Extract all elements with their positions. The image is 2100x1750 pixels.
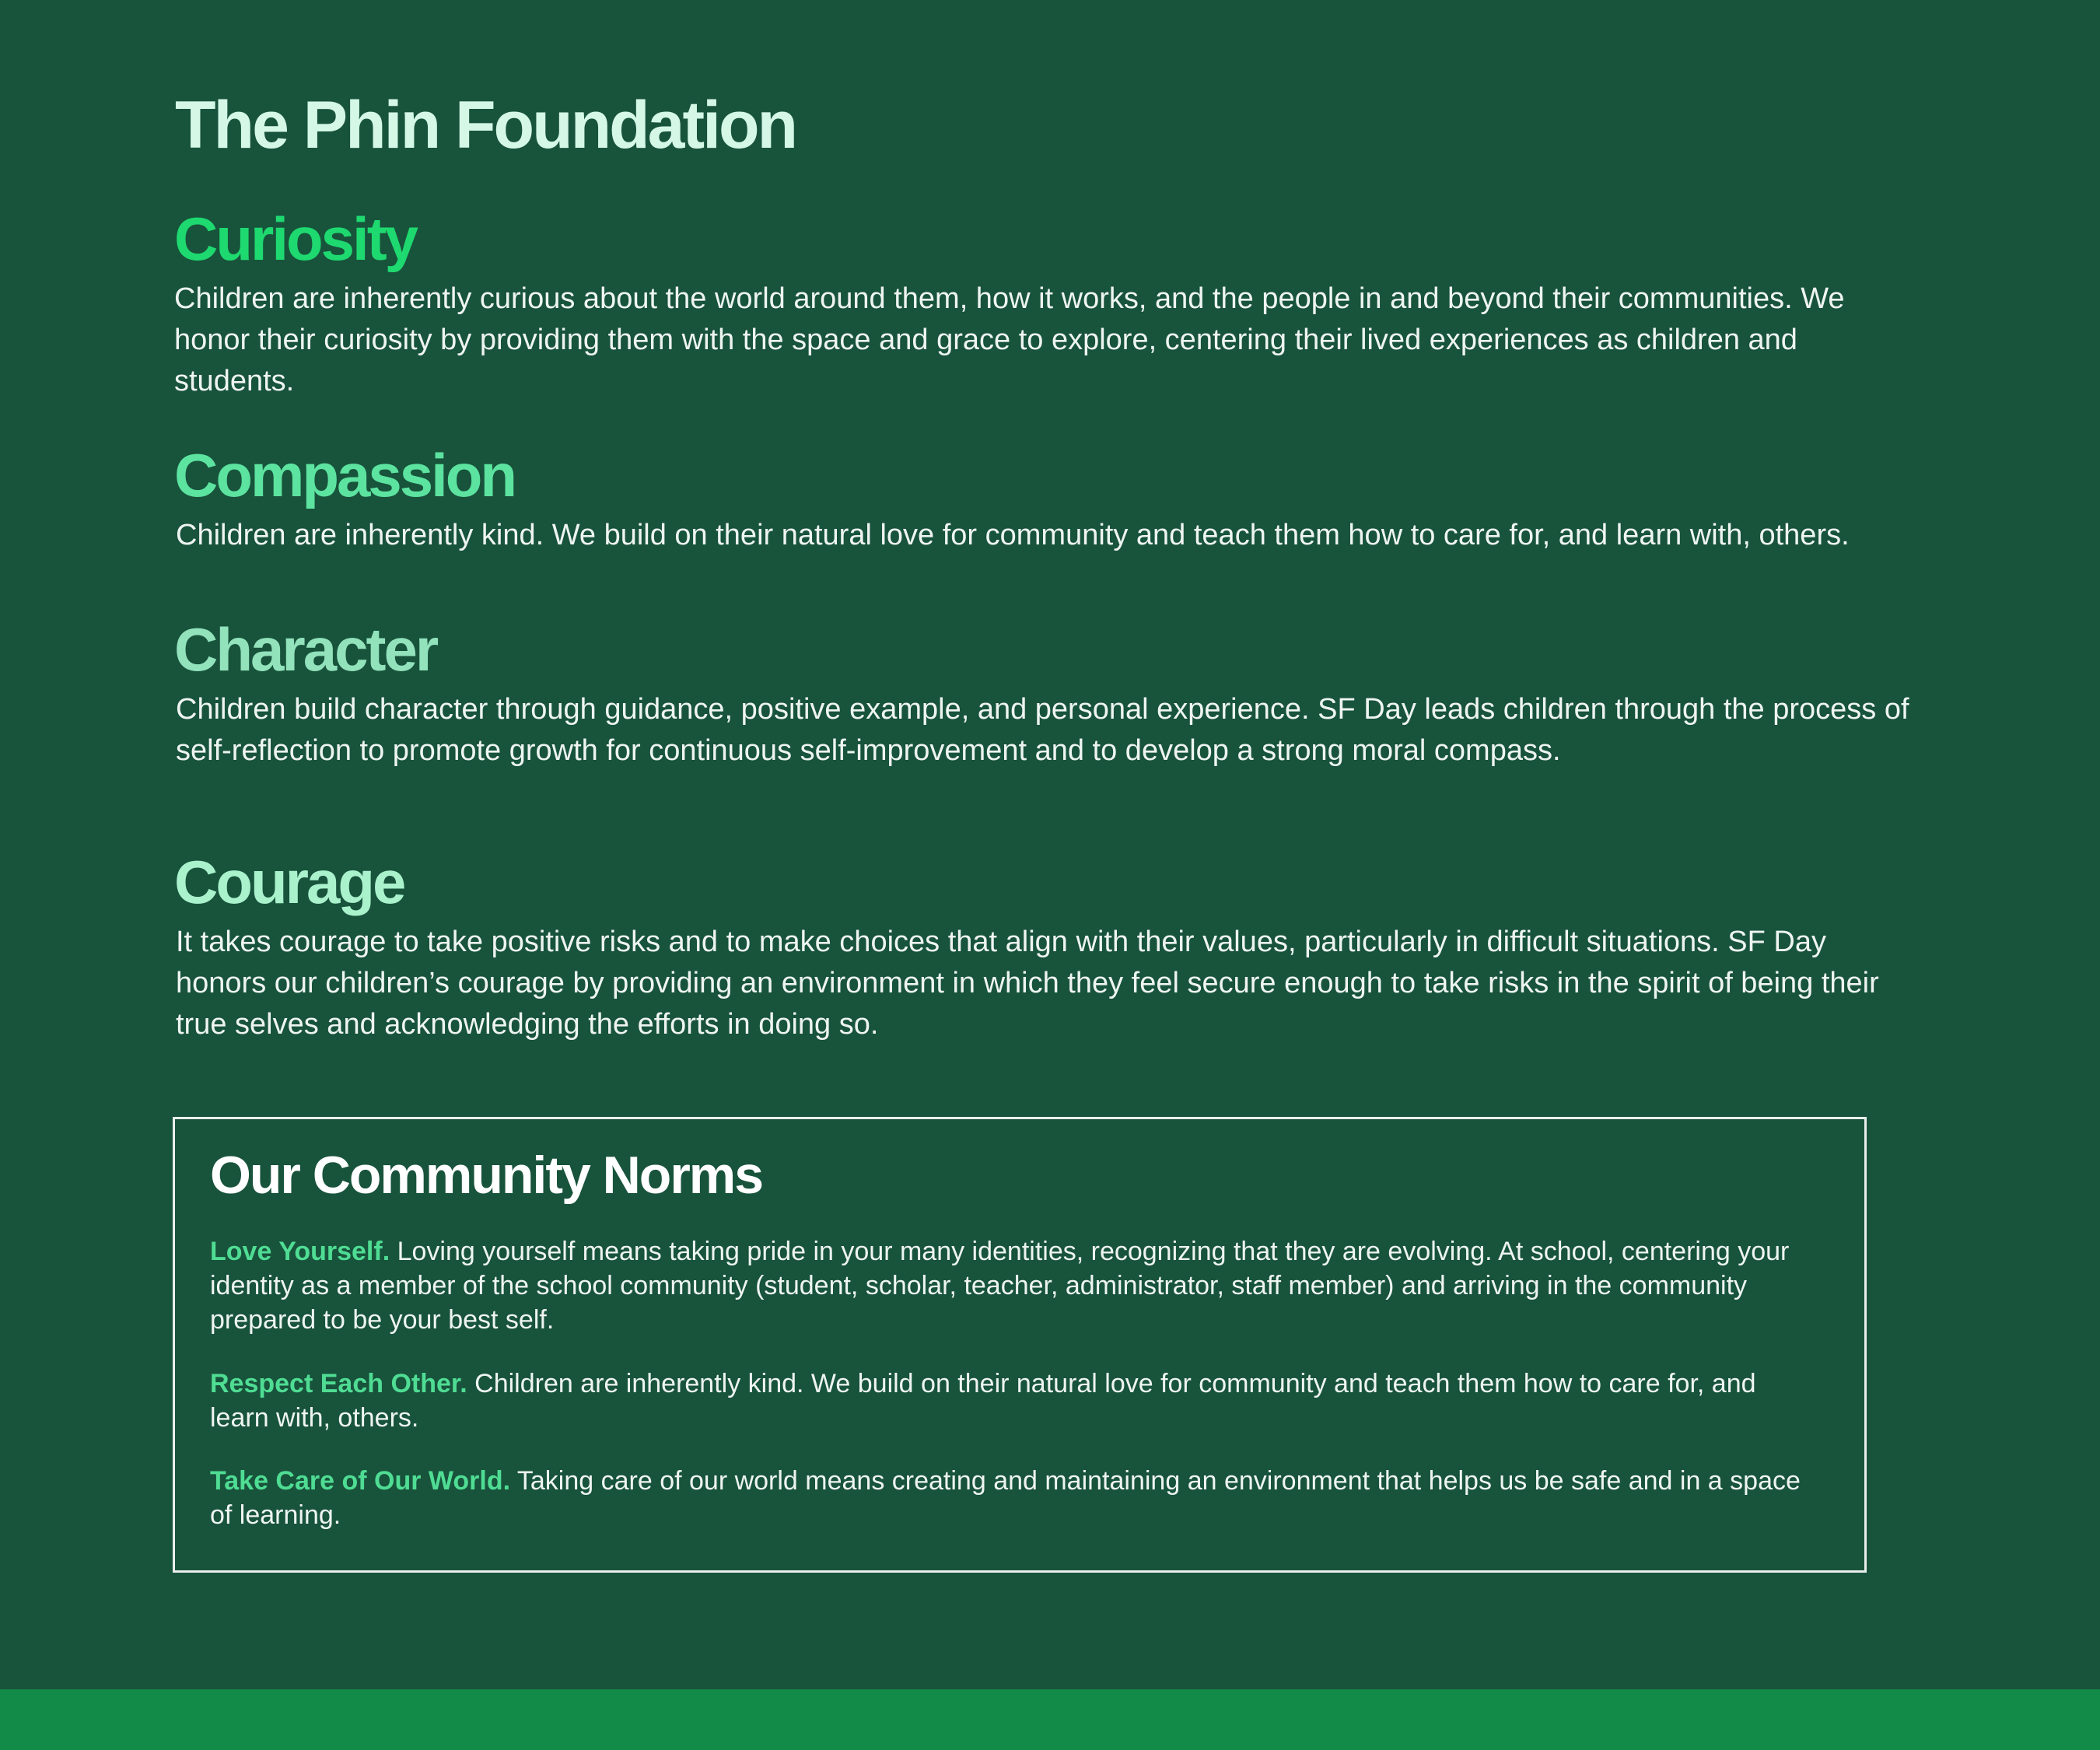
norm-text-love-yourself: Loving yourself means taking pride in your many identities, recognizing that they are evolving. At school, centering your identity as a member of the school community (student, scholar, teacher, administrator, staff member) and arriving in the community prepared to be your best self. xyxy=(210,1237,1790,1335)
footer-bar xyxy=(0,1689,2100,1750)
page-title: The Phin Foundation xyxy=(175,88,796,163)
value-heading-compassion: Compassion xyxy=(174,441,516,509)
value-heading-curiosity: Curiosity xyxy=(174,205,417,273)
community-norms-box xyxy=(173,1117,1867,1573)
norm-love-yourself xyxy=(210,1234,1812,1337)
value-section-courage xyxy=(174,848,1916,1045)
value-section-curiosity xyxy=(174,205,1916,402)
value-heading-character: Character xyxy=(174,615,437,684)
value-text-curiosity: Children are inherently curious about the world around them, how it works, and the people in and beyond their communities. We honor their curiosity by providing them with the space and grace to explore, centering their lived experiences as children and students. xyxy=(174,282,1845,397)
value-heading-courage: Courage xyxy=(174,848,404,916)
norms-title: Our Community Norms xyxy=(210,1146,763,1205)
norm-text-respect-each-other: Children are inherently kind. We build on their natural love for community and teach them how to care for, and learn with, others. xyxy=(210,1369,1756,1433)
value-section-compassion xyxy=(174,441,1916,556)
value-text-character: Children build character through guidance, positive example, and personal experience. SF Day leads children through the process of self-reflection to promote growth for continuous self-improvement and to develop a strong moral compass. xyxy=(176,693,1909,767)
norm-text-take-care-of-our-world: Taking care of our world means creating and maintaining an environment that helps us be safe and in a space of learning. xyxy=(210,1466,1801,1530)
value-section-character xyxy=(174,615,1916,772)
norm-respect-each-other xyxy=(210,1367,1812,1435)
norm-label-take-care-of-our-world: Take Care of Our World. xyxy=(210,1466,511,1496)
value-text-compassion: Children are inherently kind. We build on their natural love for community and teach them how to care for, and learn with, others. xyxy=(176,519,1850,551)
norm-take-care-of-our-world xyxy=(210,1464,1812,1532)
value-text-courage: It takes courage to take positive risks and to make choices that align with their values, particularly in difficult situations. SF Day honors our children’s courage by providing an environment in which they feel secure enough to take risks in the spirit of being their true selves and acknowledging the efforts in doing so. xyxy=(176,926,1879,1041)
norm-label-love-yourself: Love Yourself. xyxy=(210,1237,390,1266)
norm-label-respect-each-other: Respect Each Other. xyxy=(210,1369,467,1398)
